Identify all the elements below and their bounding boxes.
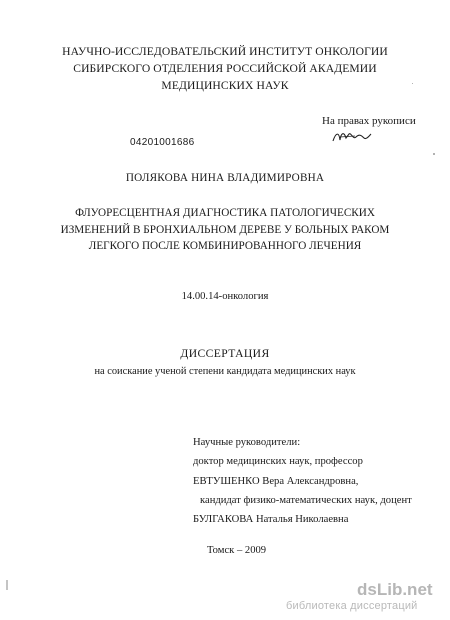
title-line-3: ЛЕГКОГО ПОСЛЕ КОМБИНИРОВАННОГО ЛЕЧЕНИЯ xyxy=(88,240,362,252)
manuscript-rights-note: На правах рукописи xyxy=(322,115,416,127)
institution-line-1: НАУЧНО-ИССЛЕДОВАТЕЛЬСКИЙ ИНСТИТУТ ОНКОЛОГИИ xyxy=(62,45,388,58)
supervisor-2-name: БУЛГАКОВА Наталья Николаевна xyxy=(193,514,349,526)
supervisor-1-degree: доктор медицинских наук, профессор xyxy=(193,456,363,468)
title-line-1: ФЛУОРЕСЦЕНТНАЯ ДИАГНОСТИКА ПАТОЛОГИЧЕСКИХ xyxy=(75,207,375,219)
scan-speck xyxy=(433,153,435,155)
institution-line-2: СИБИРСКОГО ОТДЕЛЕНИЯ РОССИЙСКОЙ АКАДЕМИИ xyxy=(73,62,377,75)
dissertation-title xyxy=(0,205,450,255)
author-name: ПОЛЯКОВА НИНА ВЛАДИМИРОВНА xyxy=(125,172,325,184)
scan-speck xyxy=(412,83,413,84)
supervisors-block xyxy=(193,433,412,529)
watermark-logo: dsLib.net xyxy=(357,580,433,599)
document-type: ДИССЕРТАЦИЯ xyxy=(180,347,270,360)
watermark-subtitle: библиотека диссертаций xyxy=(286,600,418,612)
margin-mark-icon xyxy=(5,577,9,595)
degree-purpose: на соискание ученой степени кандидата медицинских наук xyxy=(94,366,356,377)
supervisor-1-name: ЕВТУШЕНКО Вера Александровна, xyxy=(193,475,359,487)
institution-line-3: МЕДИЦИНСКИХ НАУК xyxy=(161,79,289,92)
specialty-code: 14.00.14-онкология xyxy=(181,291,269,302)
title-line-2: ИЗМЕНЕНИЙ В БРОНХИАЛЬНОМ ДЕРЕВЕ У БОЛЬНЫХ РАКОМ xyxy=(60,223,390,236)
supervisors-heading: Научные руководители: xyxy=(193,437,301,448)
handwritten-signature xyxy=(331,129,373,150)
city-year: Томск – 2009 xyxy=(207,545,267,556)
document-number: 04201001686 xyxy=(130,137,195,148)
institution-header xyxy=(0,43,450,94)
supervisor-2-degree: кандидат физико-математических наук, доцент xyxy=(200,494,412,506)
